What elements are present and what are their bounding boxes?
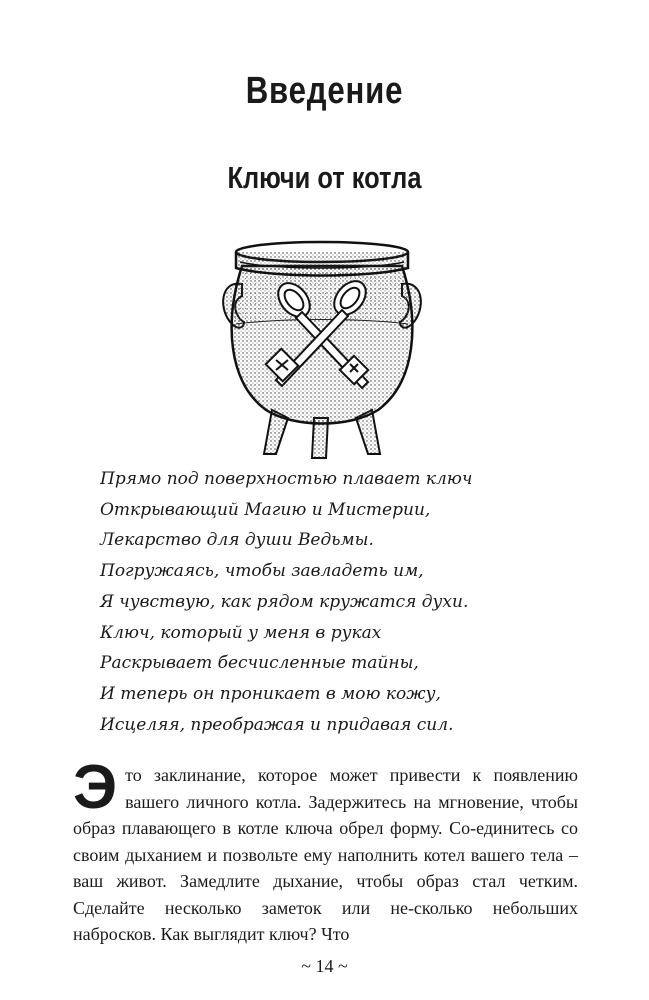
poem-line: Исцеляя, преображая и придавая сил. <box>100 714 454 735</box>
poem-line: Ключ, который у меня в руках <box>100 622 382 643</box>
page-number: ~ 14 ~ <box>301 956 348 976</box>
poem-line: Прямо под поверхностью плавает ключ <box>100 469 473 489</box>
chapter-title: Введение <box>245 70 404 112</box>
poem-line: Открывающий Магию и Мистерии, <box>100 499 431 520</box>
poem-line: Я чувствую, как рядом кружатся духи. <box>100 591 469 612</box>
poem-line: Раскрывает бесчисленные тайны, <box>100 653 419 674</box>
poem <box>100 464 560 740</box>
poem-line: Погружаясь, чтобы завладеть им, <box>100 561 424 582</box>
poem-line: Лекарство для души Ведьмы. <box>100 530 374 551</box>
section-title: Ключи от котла <box>227 160 422 195</box>
body-paragraph <box>73 753 578 948</box>
drop-cap: Э <box>73 753 118 822</box>
cauldron-with-crossed-keys-icon <box>214 232 430 460</box>
poem-line: И теперь он проникает в мою кожу, <box>100 683 441 704</box>
paragraph-text: то заклинание, которое может привести к появлению вашего личного котла. Задержитесь на мгновение, чтобы образ плавающего в котле ключа обрел форму. Со-единитесь со своим дыханием и позвольте ему наполнить котел вашего тела – ваш живот. Замедлите дыхание, чтобы образ стал четким. Сделайте несколько заметок или не-сколько небольших набросков. Как выглядит ключ? Что <box>73 765 578 944</box>
